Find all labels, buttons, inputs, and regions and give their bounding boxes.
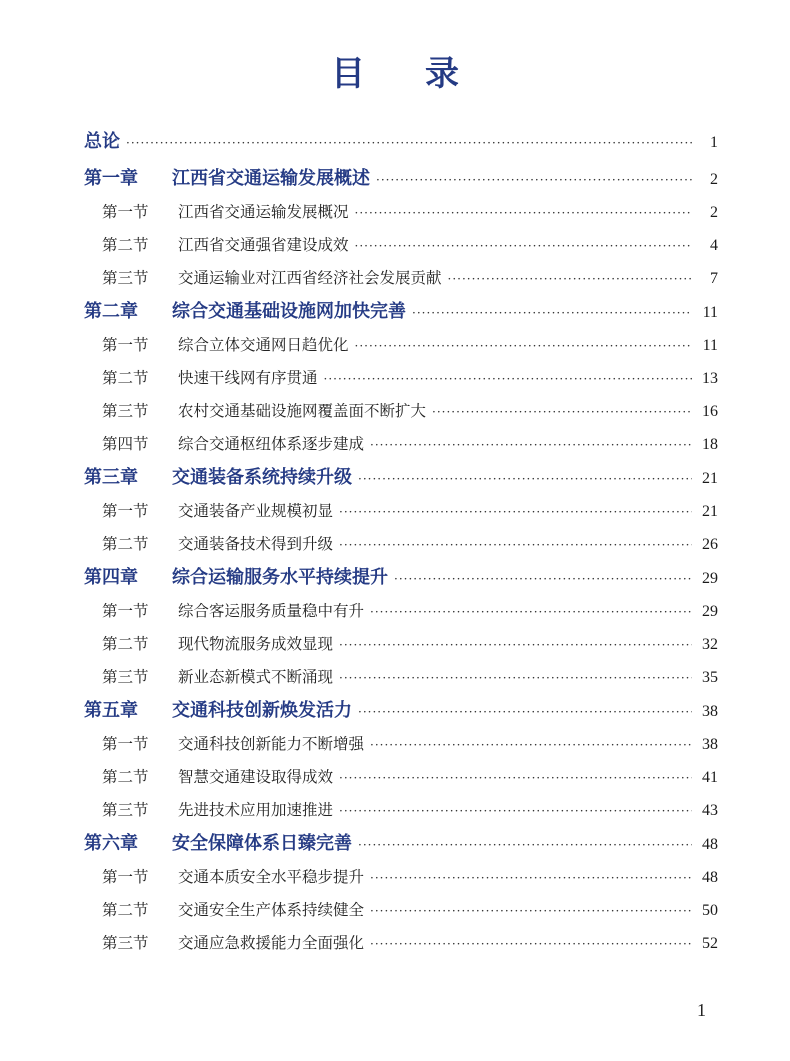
entry-number: 第四章: [84, 567, 138, 588]
entry-title: 江西省交通运输发展概述: [172, 168, 370, 189]
entry-number: 第五章: [84, 700, 138, 721]
dot-leader: [358, 462, 692, 496]
title-char-2: 录: [425, 54, 459, 94]
entry-title: 交通科技创新能力不断增强: [178, 735, 365, 753]
toc-entry-section[interactable]: [84, 728, 718, 761]
entry-number: 第一节: [102, 602, 149, 620]
entry-page-number: 7: [710, 270, 718, 287]
entry-number: 第一节: [102, 336, 149, 354]
entry-number: 第三节: [102, 668, 149, 686]
footer-page-number: 1: [697, 1000, 706, 1020]
entry-title: 交通装备技术得到升级: [178, 535, 334, 553]
toc-entry-section[interactable]: [84, 528, 718, 561]
entry-page-number: 2: [710, 171, 718, 188]
entry-title: 交通本质安全水平稳步提升: [178, 868, 365, 886]
toc-entry-section[interactable]: [84, 196, 718, 229]
dot-leader: [339, 795, 692, 828]
toc-entry-section[interactable]: [84, 794, 718, 827]
dot-leader: [370, 928, 692, 961]
entry-page-number: 41: [702, 769, 718, 786]
entry-number: 第二节: [102, 535, 149, 553]
entry-page-number: 26: [702, 536, 718, 553]
entry-page-number: 52: [702, 935, 718, 952]
dot-leader: [339, 662, 692, 695]
dot-leader: [339, 496, 692, 529]
toc-entry-chapter[interactable]: [84, 162, 718, 196]
entry-title: 安全保障体系日臻完善: [172, 833, 352, 854]
entry-title: 先进技术应用加速推进: [178, 801, 334, 819]
dot-leader: [355, 230, 692, 263]
entry-title: 交通应急救援能力全面强化: [178, 934, 365, 952]
dot-leader: [355, 197, 692, 230]
toc-entry-chapter[interactable]: [84, 295, 718, 329]
entry-number: 第六章: [84, 833, 138, 854]
dot-leader: [324, 363, 692, 396]
dot-leader: [376, 163, 692, 197]
entry-number: 第一节: [102, 735, 149, 753]
entry-number: 第二章: [84, 301, 138, 322]
toc-entry-section[interactable]: [84, 628, 718, 661]
toc-entry-section[interactable]: [84, 761, 718, 794]
toc-entry-section[interactable]: [84, 262, 718, 295]
entry-title: 综合运输服务水平持续提升: [172, 567, 388, 588]
toc-entry-section[interactable]: [84, 395, 718, 428]
entry-page-number: 4: [710, 237, 718, 254]
entry-number: 第二节: [102, 768, 149, 786]
entry-page-number: 11: [702, 337, 718, 354]
dot-leader: [355, 330, 692, 363]
toc-entry-section[interactable]: [84, 428, 718, 461]
dot-leader: [412, 296, 692, 330]
entry-page-number: 38: [702, 703, 718, 720]
entry-page-number: 13: [702, 370, 718, 387]
title-char-1: 目: [331, 54, 365, 94]
entry-page-number: 2: [710, 204, 718, 221]
table-of-contents: [84, 122, 718, 960]
toc-entry-section[interactable]: [84, 495, 718, 528]
entry-number: 第三节: [102, 934, 149, 952]
entry-title: 新业态新模式不断涌现: [178, 668, 334, 686]
entry-page-number: 18: [702, 436, 718, 453]
entry-page-number: 35: [702, 669, 718, 686]
entry-title: 综合交通枢纽体系逐步建成: [178, 435, 365, 453]
toc-entry-section[interactable]: [84, 861, 718, 894]
entry-number: 第一章: [84, 168, 138, 189]
entry-number: 第三节: [102, 269, 149, 287]
entry-page-number: 16: [702, 403, 718, 420]
entry-page-number: 43: [702, 802, 718, 819]
toc-entry-chapter[interactable]: [84, 461, 718, 495]
dot-leader: [358, 695, 692, 729]
entry-number: 第二节: [102, 901, 149, 919]
entry-page-number: 38: [702, 736, 718, 753]
entry-page-number: 21: [702, 503, 718, 520]
entry-page-number: 48: [702, 869, 718, 886]
entry-title: 交通装备产业规模初显: [178, 502, 334, 520]
dot-leader: [126, 123, 692, 163]
entry-title: 综合交通基础设施网加快完善: [172, 301, 406, 322]
entry-page-number: 32: [702, 636, 718, 653]
entry-number: 第三节: [102, 801, 149, 819]
toc-entry-top[interactable]: [84, 122, 718, 162]
dot-leader: [370, 429, 692, 462]
entry-number: 第三章: [84, 467, 138, 488]
entry-number: 第二节: [102, 236, 149, 254]
entry-title: 江西省交通运输发展概况: [178, 203, 349, 221]
entry-number: 第一节: [102, 868, 149, 886]
entry-title: 交通运输业对江西省经济社会发展贡献: [178, 269, 442, 287]
toc-entry-section[interactable]: [84, 229, 718, 262]
dot-leader: [370, 862, 692, 895]
page-title: [0, 46, 790, 95]
dot-leader: [448, 263, 692, 296]
entry-number: 第四节: [102, 435, 149, 453]
entry-title: 江西省交通强省建设成效: [178, 236, 349, 254]
dot-leader: [370, 596, 692, 629]
entry-title: 智慧交通建设取得成效: [178, 768, 334, 786]
entry-page-number: 21: [702, 470, 718, 487]
toc-entry-chapter[interactable]: [84, 827, 718, 861]
dot-leader: [370, 729, 692, 762]
dot-leader: [394, 562, 692, 596]
entry-page-number: 29: [702, 603, 718, 620]
toc-entry-chapter[interactable]: [84, 561, 718, 595]
entry-number: 第二节: [102, 369, 149, 387]
toc-entry-section[interactable]: [84, 927, 718, 960]
dot-leader: [339, 762, 692, 795]
toc-entry-chapter[interactable]: [84, 694, 718, 728]
dot-leader: [339, 529, 692, 562]
toc-entry-section[interactable]: [84, 362, 718, 395]
toc-entry-section[interactable]: [84, 894, 718, 927]
entry-title: 快速干线网有序贯通: [178, 369, 318, 387]
entry-title: 交通科技创新焕发活力: [172, 700, 352, 721]
dot-leader: [432, 396, 692, 429]
entry-title: 交通装备系统持续升级: [172, 467, 352, 488]
entry-number: 第二节: [102, 635, 149, 653]
entry-number: 第一节: [102, 203, 149, 221]
toc-entry-section[interactable]: [84, 329, 718, 362]
entry-page-number: 1: [710, 134, 718, 151]
entry-title: 综合立体交通网日趋优化: [178, 336, 349, 354]
entry-page-number: 29: [702, 570, 718, 587]
toc-entry-section[interactable]: [84, 661, 718, 694]
entry-title: 交通安全生产体系持续健全: [178, 901, 365, 919]
entry-title: 现代物流服务成效显现: [178, 635, 334, 653]
dot-leader: [339, 629, 692, 662]
entry-number: 第一节: [102, 502, 149, 520]
toc-entry-section[interactable]: [84, 595, 718, 628]
dot-leader: [358, 828, 692, 862]
entry-page-number: 50: [702, 902, 718, 919]
entry-title: 农村交通基础设施网覆盖面不断扩大: [178, 402, 427, 420]
entry-page-number: 48: [702, 836, 718, 853]
entry-title: 综合客运服务质量稳中有升: [178, 602, 365, 620]
entry-title: 总论: [84, 131, 120, 152]
entry-page-number: 11: [702, 304, 718, 321]
entry-number: 第三节: [102, 402, 149, 420]
dot-leader: [370, 895, 692, 928]
